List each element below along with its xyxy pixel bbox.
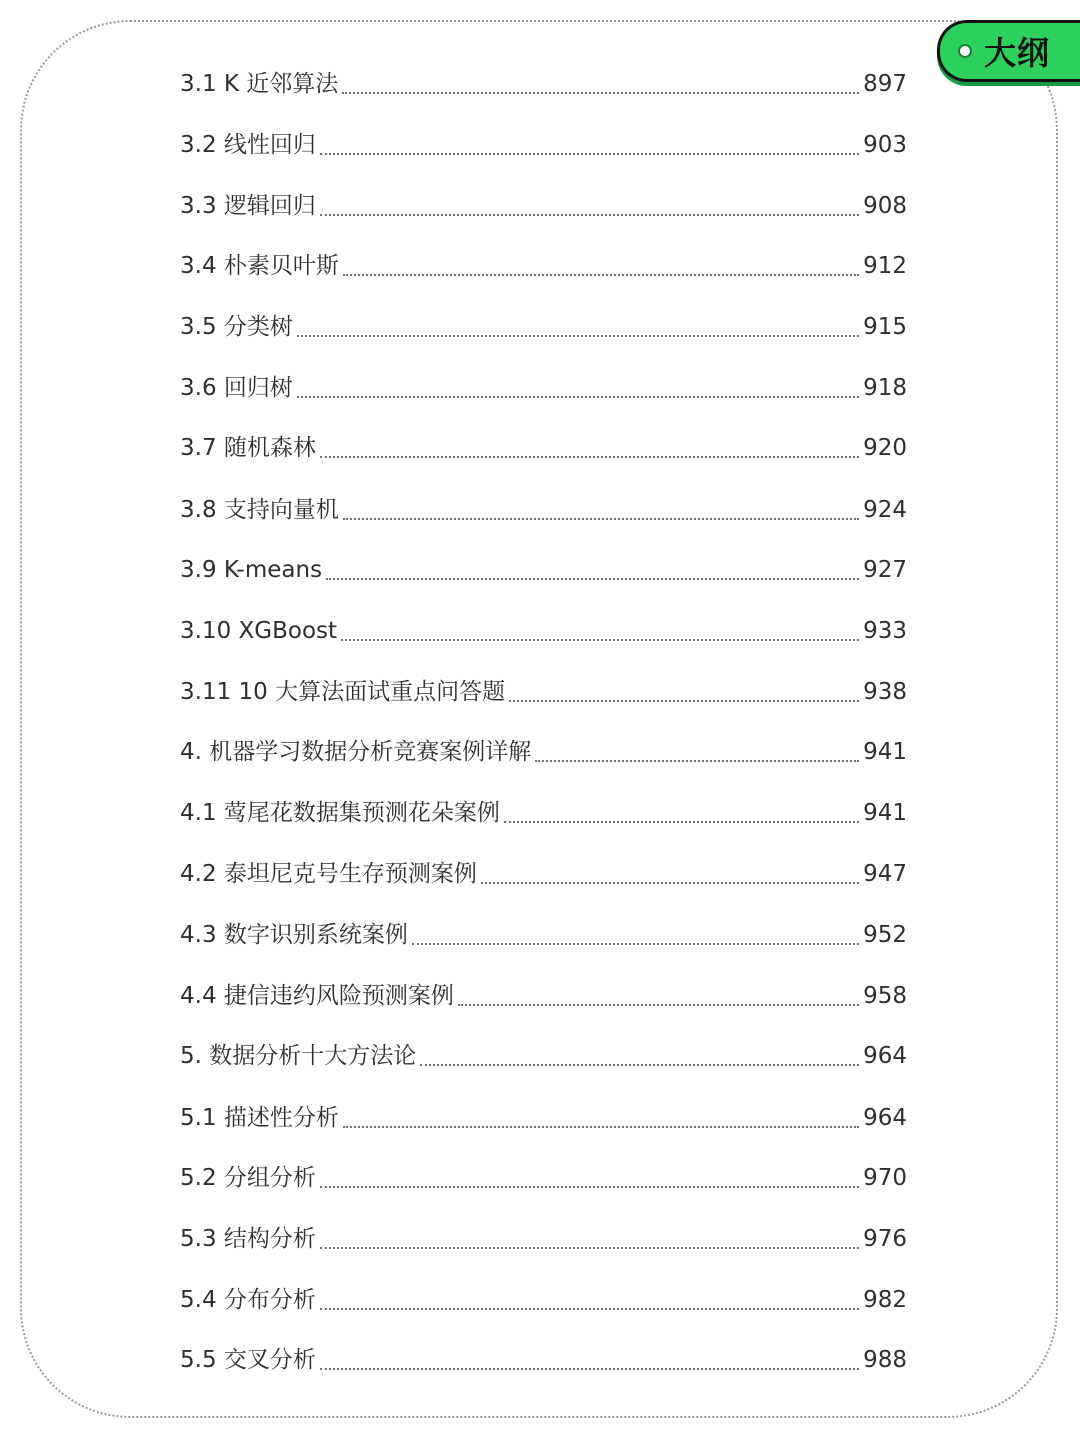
toc-leader-dots (320, 1368, 859, 1370)
toc-entry (180, 1088, 907, 1148)
toc-entry-title: 3.9 K-means (180, 557, 323, 583)
toc-entry-page: 908 (863, 193, 907, 219)
toc-entry (180, 783, 907, 843)
toc-entry-page: 938 (863, 679, 907, 705)
toc-entry-page: 982 (863, 1287, 907, 1313)
toc-entry-page: 952 (863, 922, 907, 948)
toc-entry-title: 5.3 结构分析 (180, 1226, 316, 1252)
toc-entry (180, 662, 907, 722)
toc-entry-title: 3.2 线性回归 (180, 132, 316, 158)
toc-entry (180, 54, 907, 114)
toc-entry-title: 3.4 朴素贝叶斯 (180, 253, 339, 279)
toc-entry-page: 988 (863, 1347, 907, 1373)
toc-leader-dots (320, 153, 859, 155)
toc-entry-title: 3.1 K 近邻算法 (180, 71, 339, 97)
toc-leader-dots (458, 1004, 859, 1006)
toc-entry-page: 915 (863, 314, 907, 340)
toc-entry-title: 3.8 支持向量机 (180, 497, 339, 523)
toc-entry-title: 3.3 逻辑回归 (180, 193, 316, 219)
toc-entry-title: 3.5 分类树 (180, 314, 293, 340)
toc-entry (180, 905, 907, 965)
toc-entry-title: 5. 数据分析十大方法论 (180, 1043, 417, 1069)
toc-entry-title: 5.2 分组分析 (180, 1165, 316, 1191)
toc-leader-dots (481, 882, 859, 884)
toc-leader-dots (412, 943, 859, 945)
toc-entry (180, 540, 907, 600)
toc-entry (180, 1209, 907, 1269)
toc-entry-title: 4.3 数字识别系统案例 (180, 922, 408, 948)
toc-leader-dots (343, 1126, 859, 1128)
toc-entry (180, 722, 907, 782)
toc-entry-page: 933 (863, 618, 907, 644)
toc-leader-dots (320, 1186, 859, 1188)
toc-leader-dots (343, 274, 859, 276)
toc-entry-page: 912 (863, 253, 907, 279)
toc-entry-title: 3.7 随机森林 (180, 435, 316, 461)
toc-entry-title: 3.6 回归树 (180, 375, 293, 401)
toc-entry (180, 176, 907, 236)
toc-leader-dots (320, 1308, 859, 1310)
toc-entry-title: 4.4 捷信违约风险预测案例 (180, 983, 454, 1009)
toc-entry-page: 947 (863, 861, 907, 887)
toc-entry (180, 966, 907, 1026)
table-of-contents (180, 54, 907, 1394)
toc-entry-page: 941 (863, 739, 907, 765)
toc-entry-title: 5.5 交叉分析 (180, 1347, 316, 1373)
toc-entry (180, 601, 907, 661)
toc-entry-page: 897 (863, 71, 907, 97)
toc-entry-page: 924 (863, 497, 907, 523)
toc-entry-page: 976 (863, 1226, 907, 1252)
toc-entry-title: 4.1 莺尾花数据集预测花朵案例 (180, 800, 500, 826)
toc-entry-title: 4.2 泰坦尼克号生存预测案例 (180, 861, 477, 887)
toc-entry-page: 958 (863, 983, 907, 1009)
toc-leader-dots (509, 700, 859, 702)
toc-entry-title: 5.1 描述性分析 (180, 1105, 339, 1131)
toc-entry-page: 964 (863, 1043, 907, 1069)
badge-label: 大纲 (984, 34, 1051, 72)
toc-entry-page: 970 (863, 1165, 907, 1191)
toc-entry-page: 903 (863, 132, 907, 158)
toc-leader-dots (320, 214, 859, 216)
toc-leader-dots (326, 578, 859, 580)
toc-leader-dots (297, 335, 859, 337)
badge-dot-icon (958, 44, 972, 58)
toc-leader-dots (341, 639, 859, 641)
toc-entry-page: 920 (863, 435, 907, 461)
toc-entry-title: 3.10 XGBoost (180, 618, 338, 644)
toc-entry (180, 480, 907, 540)
toc-entry (180, 844, 907, 904)
toc-leader-dots (320, 1247, 859, 1249)
outline-badge (937, 20, 1080, 82)
toc-entry (180, 418, 907, 478)
toc-entry-page: 918 (863, 375, 907, 401)
toc-leader-dots (420, 1064, 859, 1066)
toc-leader-dots (343, 518, 859, 520)
toc-entry-page: 927 (863, 557, 907, 583)
toc-entry (180, 297, 907, 357)
toc-leader-dots (320, 456, 859, 458)
toc-entry (180, 236, 907, 296)
toc-entry (180, 1026, 907, 1086)
toc-entry-page: 941 (863, 800, 907, 826)
toc-entry (180, 1330, 907, 1390)
toc-entry-title: 4. 机器学习数据分析竞赛案例详解 (180, 739, 532, 765)
toc-leader-dots (535, 760, 859, 762)
toc-leader-dots (504, 821, 859, 823)
toc-entry-title: 3.11 10 大算法面试重点问答题 (180, 679, 506, 705)
toc-entry-page: 964 (863, 1105, 907, 1131)
toc-entry (180, 115, 907, 175)
toc-entry (180, 1148, 907, 1208)
toc-entry-title: 5.4 分布分析 (180, 1287, 316, 1313)
toc-entry (180, 1270, 907, 1330)
toc-entry (180, 358, 907, 418)
toc-leader-dots (342, 92, 859, 94)
toc-leader-dots (297, 396, 859, 398)
